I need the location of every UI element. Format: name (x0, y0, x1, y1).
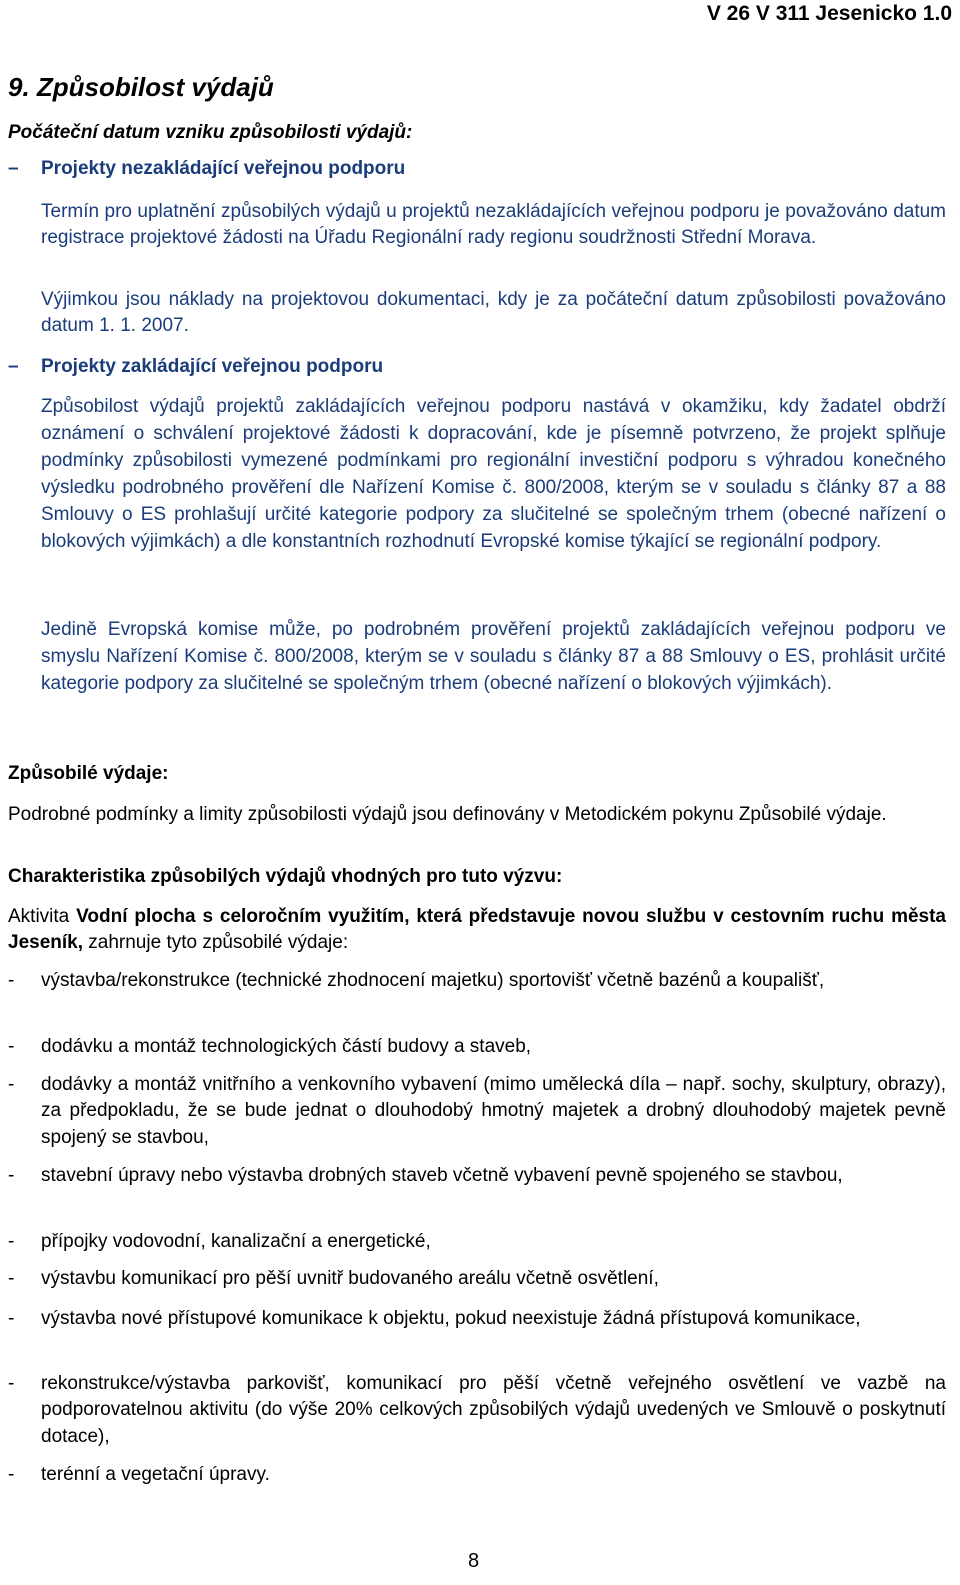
list-item: - výstavba/rekonstrukce (technické zhodnocení majetku) sportovišť včetně bazénů a koupališť, (8, 968, 946, 994)
list-item: - rekonstrukce/výstavba parkovišť, komunikací pro pěší včetně veřejného osvětlení ve vazbě na podporovatelnou aktivitu (do výše 20% celkových způsobilých výdajů uvedených ve Smlouvě o poskytnutí dotace), (8, 1373, 946, 1447)
dash-icon: - (8, 1268, 15, 1289)
activity-intro-prefix: Aktivita (8, 906, 77, 927)
bullet-heading-text: Projekty nezakládající veřejnou podporu (41, 158, 406, 179)
dash-icon: - (8, 1231, 15, 1252)
list-item: - stavební úpravy nebo výstavba drobných staveb včetně vybavení pevně spojeného se stavbou, (8, 1163, 946, 1189)
dash-icon: - (8, 1373, 15, 1394)
list-item: - dodávky a montáž vnitřního a venkovního vybavení (mimo umělecká díla – např. sochy, skulptury, obrazy), za předpokladu, že se bude jednat o dlouhodobý hmotný majetek a drobný dlouhodobý majetek pevně spojený se stavbou, (8, 1074, 946, 1148)
activity-intro-suffix: zahrnuje tyto způsobilé výdaje: (83, 932, 349, 954)
eligible-expenses-heading: Způsobilé výdaje: (8, 763, 169, 784)
dash-icon: - (8, 1464, 15, 1485)
bullet-heading-text: Projekty zakládající veřejnou podporu (41, 356, 384, 377)
dash-icon: - (8, 1165, 15, 1186)
characteristics-heading: Charakteristika způsobilých výdajů vhodných pro tuto výzvu: (8, 866, 563, 887)
dash-icon: - (8, 1308, 15, 1329)
paragraph-eligibility-start: Způsobilost výdajů projektů zakládajících veřejnou podporu nastává v okamžiku, kdy žadatel obdrží oznámení o schválení projektové žádosti k dopracování, kde je písemně potvrzeno, že projekt splňuje podmínky způsobilosti vymezené podmínkami pro regionální investiční podporu s výhradou konečného výsledku podrobného prověření dle Nařízení Komise č. 800/2008, kterým se v souladu s články 87 a 88 Smlouvy o ES prohlašují určité kategorie podpory za slučitelné se společným trhem (obecné nařízení o blokových výjimkách) a dle konstantních rozhodnutí Evropské komise týkající se regionální podpory. (41, 396, 946, 552)
dash-icon: – (8, 356, 19, 377)
list-item: - výstavba nové přístupové komunikace k objektu, pokud neexistuje žádná přístupová komunikace, (8, 1306, 946, 1332)
document-id-header: V 26 V 311 Jesenicko 1.0 (706, 2, 952, 25)
dash-icon: - (8, 970, 15, 991)
activity-intro (8, 904, 946, 957)
paragraph-registration-date: Termín pro uplatnění způsobilých výdajů u projektů nezakládajících veřejnou podporu je považováno datum registrace projektové žádosti na Úřadu Regionální rady regionu soudržnosti Střední Morava. (41, 201, 946, 249)
activity-name: Vodní plocha s celoročním využitím, která představuje novou službu v cestovním ruchu města Jeseník, (8, 906, 946, 954)
paragraph-project-docs-exception: Výjimkou jsou náklady na projektovou dokumentaci, kdy je za počáteční datum způsobilosti považováno datum 1. 1. 2007. (41, 289, 946, 337)
paragraph-european-commission: Jedině Evropská komise může, po podrobném prověření projektů zakládajících veřejnou podporu ve smyslu Nařízení Komise č. 800/2008, kterým se v souladu s články 87 a 88 Smlouvy o ES, prohlásit určité kategorie podpory za slučitelné se společným trhem (obecné nařízení o blokových výjimkách). (41, 619, 946, 694)
dash-icon: - (8, 1074, 15, 1095)
page-number: 8 (468, 1550, 480, 1572)
list-item: - výstavbu komunikací pro pěší uvnitř budovaného areálu včetně osvětlení, (8, 1266, 946, 1292)
list-item: - přípojky vodovodní, kanalizační a energetické, (8, 1229, 946, 1255)
dash-icon: - (8, 1036, 15, 1057)
list-item: - dodávku a montáž technologických částí budovy a staveb, (8, 1034, 946, 1060)
dash-icon: – (8, 158, 19, 179)
list-item: - terénní a vegetační úpravy. (8, 1462, 946, 1488)
eligible-expenses-text: Podrobné podmínky a limity způsobilosti výdajů jsou definovány v Metodickém pokynu Způsobilé výdaje. (8, 804, 887, 825)
start-date-heading: Počáteční datum vzniku způsobilosti výdajů: (8, 122, 413, 143)
section-title: 9. Způsobilost výdajů (8, 72, 274, 102)
